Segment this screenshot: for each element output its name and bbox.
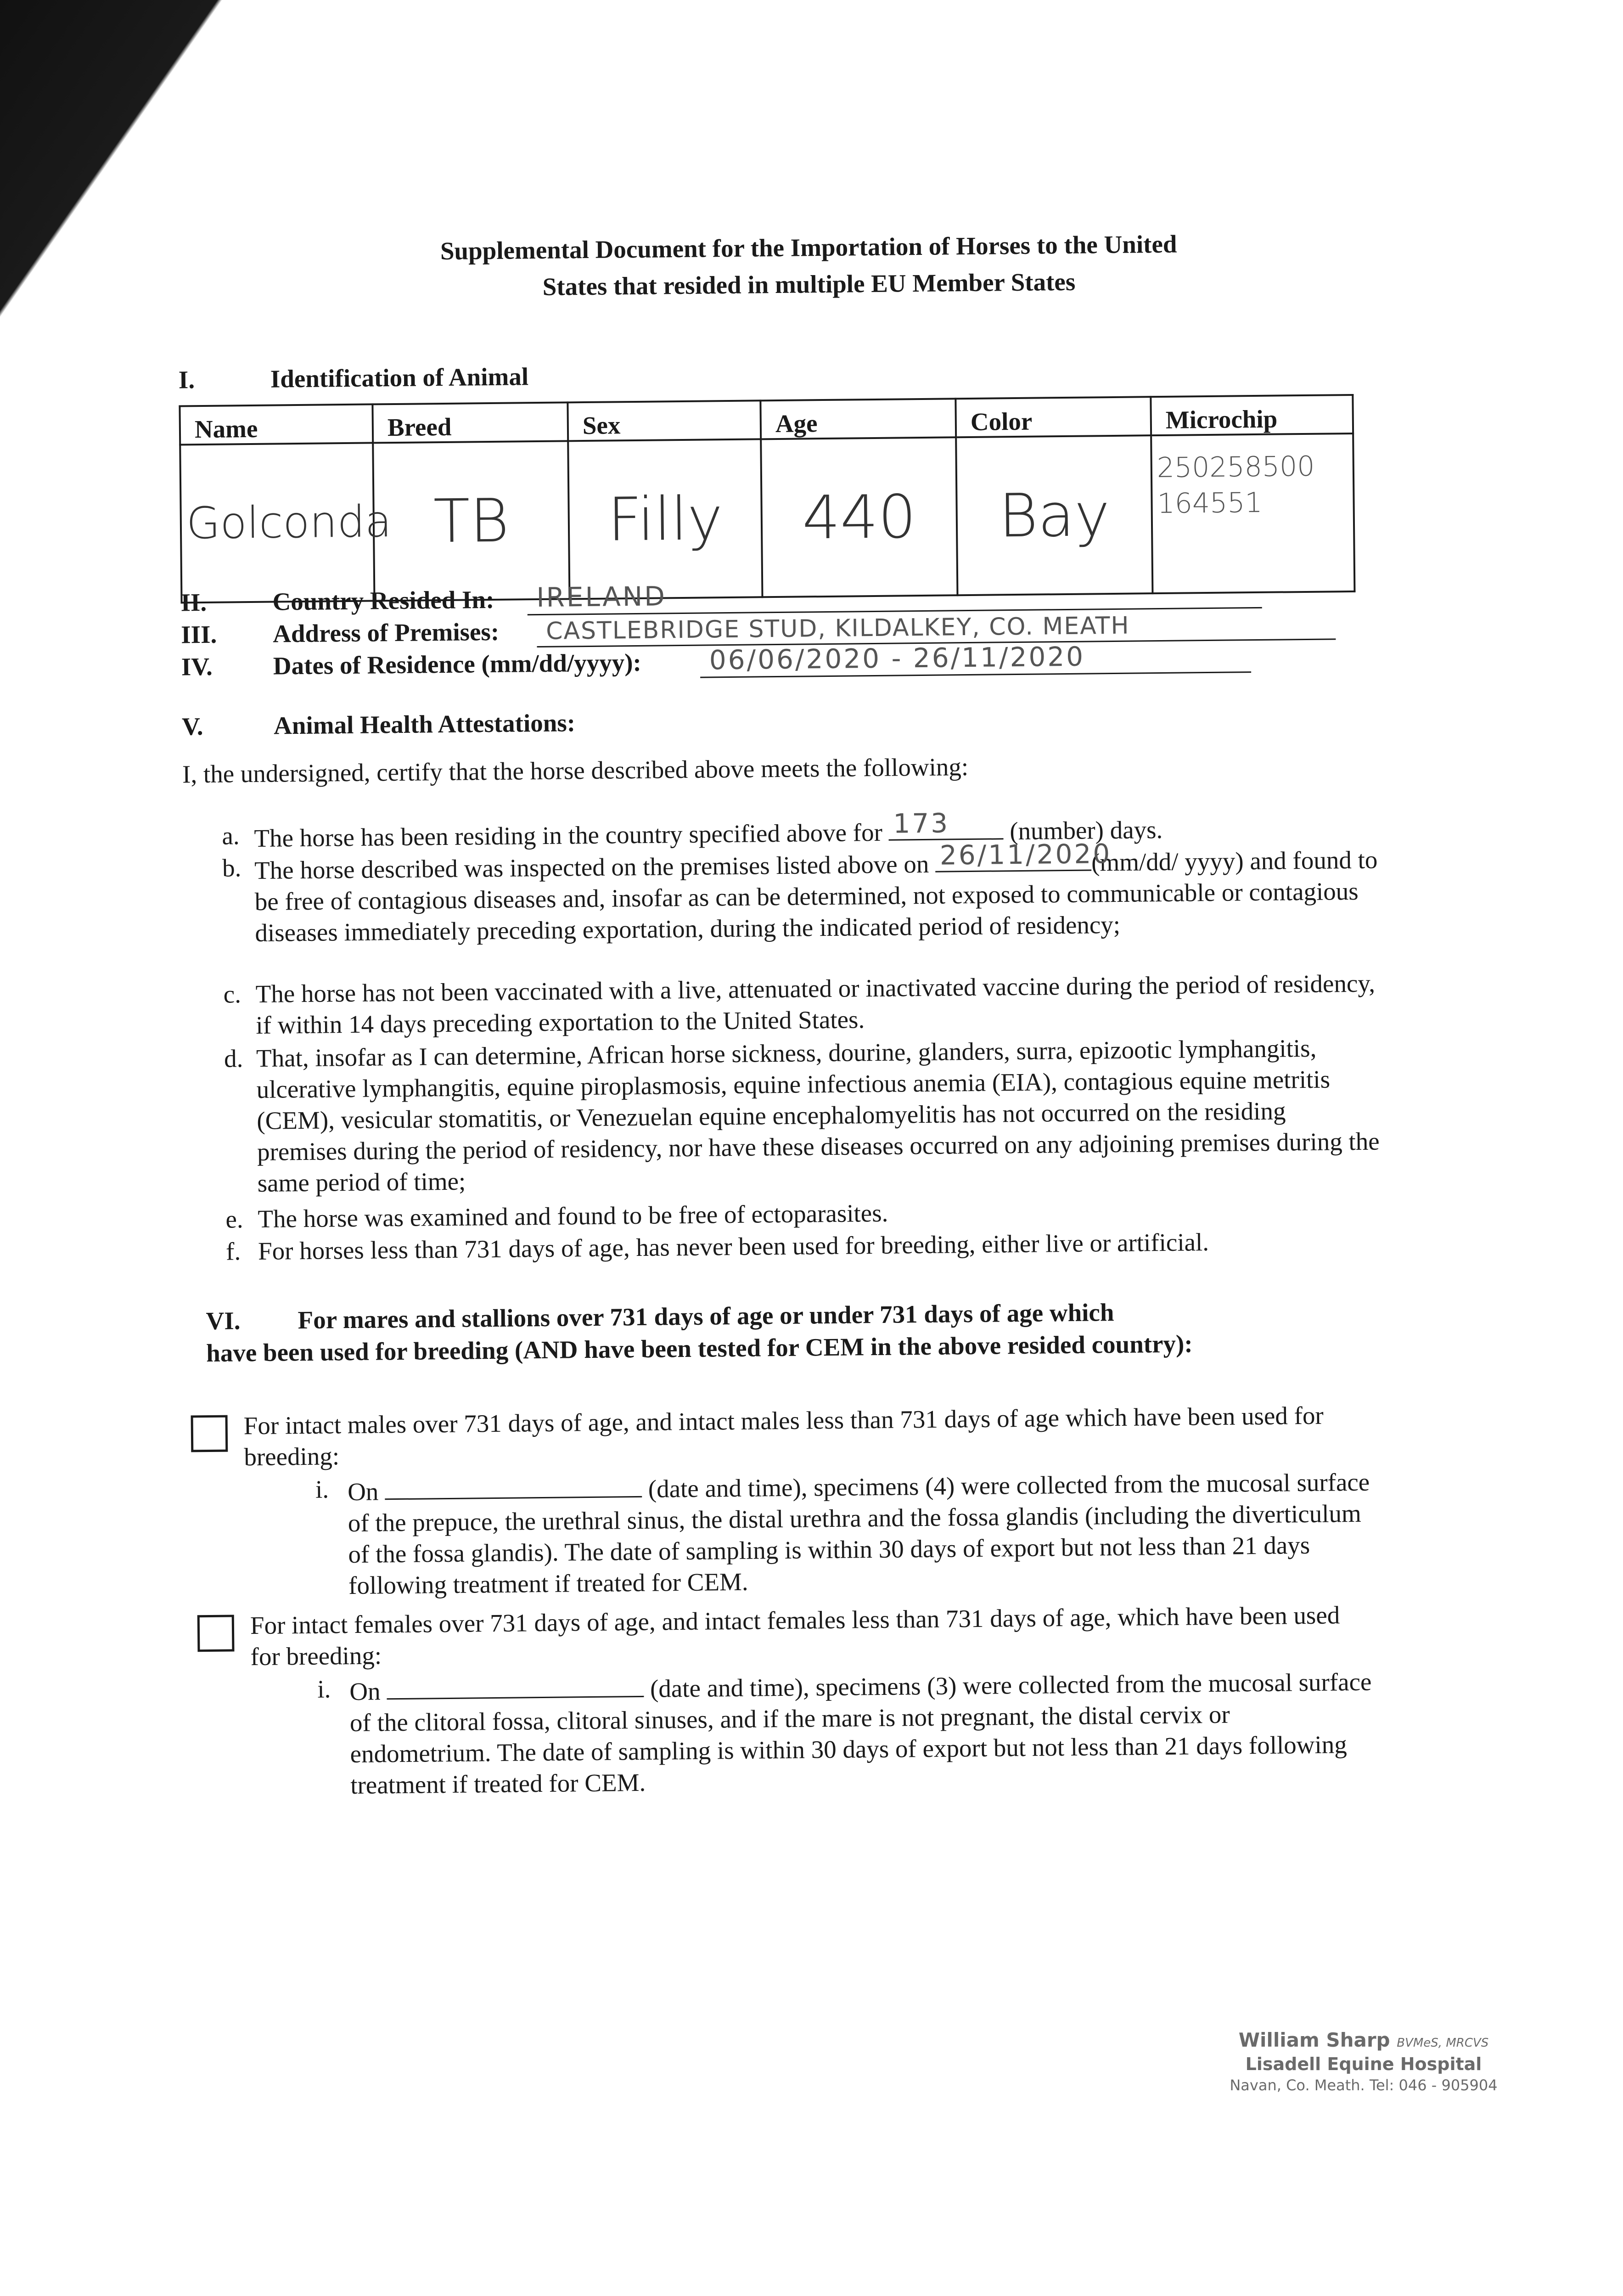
females-description: For intact females over 731 days of age, and intact females less than 731 days of age, which have been used for breeding: — [250, 1601, 1340, 1671]
males-on-label: On — [347, 1477, 379, 1506]
section-6-heading — [206, 1294, 1377, 1369]
value-microchip — [1151, 433, 1354, 593]
attestation-b-letter: b. — [222, 854, 241, 882]
document-title — [349, 225, 1268, 307]
males-date-time-field[interactable] — [385, 1471, 642, 1500]
dates-value: 06/06/2020 - 26/11/2020 — [709, 641, 1085, 676]
stamp-vet-name: William Sharp — [1238, 2029, 1390, 2051]
header-microchip: Microchip — [1151, 395, 1353, 435]
males-description: For intact males over 731 days of age, and intact males less than 731 days of age which have been used for breeding: — [243, 1401, 1324, 1471]
section-2-number: II. — [180, 588, 207, 617]
days-field[interactable] — [888, 807, 1004, 840]
stamp-hospital: Lisadell Equine Hospital — [1245, 2054, 1482, 2074]
country-label: Country Resided In: — [272, 585, 494, 616]
section-1-title: Identification of Animal — [270, 362, 529, 393]
attestation-e-text: The horse was examined and found to be free of ectoparasites. — [258, 1199, 888, 1233]
section-1-heading — [178, 357, 867, 394]
value-age: 440 — [761, 437, 957, 597]
header-name: Name — [180, 404, 373, 445]
veterinarian-stamp — [1221, 2030, 1506, 2096]
stamp-qualifications: BVMeS, MRCVS — [1397, 2036, 1489, 2050]
attestation-f-letter: f. — [225, 1237, 241, 1266]
attestation-a-text-after: (number) days. — [1010, 815, 1163, 845]
title-line-1: Supplemental Document for the Importation of Horses to the United — [440, 230, 1177, 265]
attestation-f-text: For horses less than 731 days of age, has never been used for breeding, either live or artificial. — [258, 1228, 1209, 1265]
address-label: Address of Premises: — [272, 617, 500, 648]
attestation-a — [222, 807, 1370, 852]
value-color: Bay — [956, 435, 1152, 595]
section-6-title-line-2: have been used for breeding (AND have been tested for CEM in the above resided country): — [206, 1329, 1193, 1367]
section-5-title: Animal Health Attestations: — [273, 709, 576, 740]
section-4-number: IV. — [181, 652, 213, 681]
dates-label: Dates of Residence (mm/dd/yyyy): — [273, 648, 642, 680]
microchip-line-2: 164551 — [1157, 486, 1263, 520]
dates-field[interactable] — [700, 643, 1252, 678]
value-name: Golconda — [180, 443, 374, 602]
section-1-number: I. — [178, 366, 195, 394]
females-specimen-detail: (date and time), specimens (3) were collected from the mucosal surface of the clitoral fossa, clitoral sinuses, and if the mare is not pregnant, the distal cervix or endometrium. The date of sampling is within 30 days of export but not less than 21 days following treatment if treated for CEM. — [349, 1667, 1372, 1800]
inspection-date-value: 26/11/2020 — [939, 838, 1112, 871]
attestation-a-letter: a. — [222, 822, 240, 850]
attestation-c-letter: c. — [223, 980, 241, 1008]
header-age: Age — [760, 399, 956, 439]
females-on-label: On — [349, 1677, 381, 1706]
value-breed: TB — [373, 441, 569, 601]
attestation-c-text: The horse has not been vaccinated with a live, attenuated or inactivated vaccine during the period of residency, if within 14 days preceding exportation to the United States. — [255, 969, 1376, 1039]
section-6-title-line-1: For mares and stallions over 731 days of age or under 731 days of age which — [298, 1298, 1114, 1334]
country-value: IRELAND — [536, 580, 667, 613]
address-value: CASTLEBRIDGE STUD, KILDALKEY, CO. MEATH — [545, 612, 1130, 645]
attestation-c — [223, 968, 1376, 1039]
header-color: Color — [955, 397, 1151, 437]
females-roman: i. — [317, 1675, 331, 1703]
identification-value-row — [180, 433, 1354, 603]
attestation-b-text-after: (mm/dd/ yyyy) and found to be free of contagious diseases and, insofar as can be determined, not exposed to communicable or contagious diseases immediately preceding exportation, during the indicated period of residency; — [254, 845, 1378, 947]
attestation-d-letter: d. — [224, 1044, 243, 1073]
section-3-number: III. — [180, 620, 217, 649]
value-sex: Filly — [568, 439, 762, 599]
attestation-d-text: That, insofar as I can determine, African horse sickness, dourine, glanders, surra, epizootic lymphangitis, ulcerative lymphangitis, equine piroplasmosis, equine infectious anemia (EIA), contagious equine metritis (CEM), vesicular stomatitis, or Venezuelan equine encephalomyelitis has not occurred on the residing premises during the period of residency, nor have these diseases occurred on any adjoining premises during the same period of time; — [256, 1034, 1380, 1197]
attestation-intro: I, the undersigned, certify that the horse described above meets the following: — [182, 753, 969, 788]
inspection-date-field[interactable] — [935, 838, 1112, 872]
section-5-heading — [181, 704, 870, 741]
header-sex: Sex — [567, 400, 761, 441]
males-roman: i. — [315, 1475, 329, 1503]
days-value: 173 — [893, 807, 950, 839]
attestation-b-text-before: The horse described was inspected on the premises listed above on — [254, 850, 929, 884]
males-checkbox[interactable] — [191, 1415, 228, 1452]
section-6-number: VI. — [206, 1306, 241, 1335]
section-5-number: V. — [181, 712, 203, 741]
header-breed: Breed — [372, 402, 568, 443]
title-line-2: States that resided in multiple EU Member States — [542, 267, 1076, 301]
attestation-a-text-before: The horse has been residing in the country specified above for — [254, 818, 883, 852]
stamp-address: Navan, Co. Meath. Tel: 046 - 905904 — [1230, 2077, 1498, 2094]
females-date-time-field[interactable] — [387, 1671, 644, 1699]
attestation-e-letter: e. — [225, 1205, 243, 1233]
males-specimen-detail: (date and time), specimens (4) were collected from the mucosal surface of the prepuce, the urethral sinus, the distal urethra and the fossa glandis (including the diverticulum of the fossa glandis). The date of sampling is within 30 days of export but not less than 21 days following treatment if treated for CEM. — [348, 1468, 1370, 1600]
country-field[interactable] — [527, 579, 1262, 615]
females-checkbox[interactable] — [197, 1615, 235, 1652]
identification-table — [179, 394, 1355, 604]
microchip-line-1: 250258500 — [1157, 450, 1315, 484]
